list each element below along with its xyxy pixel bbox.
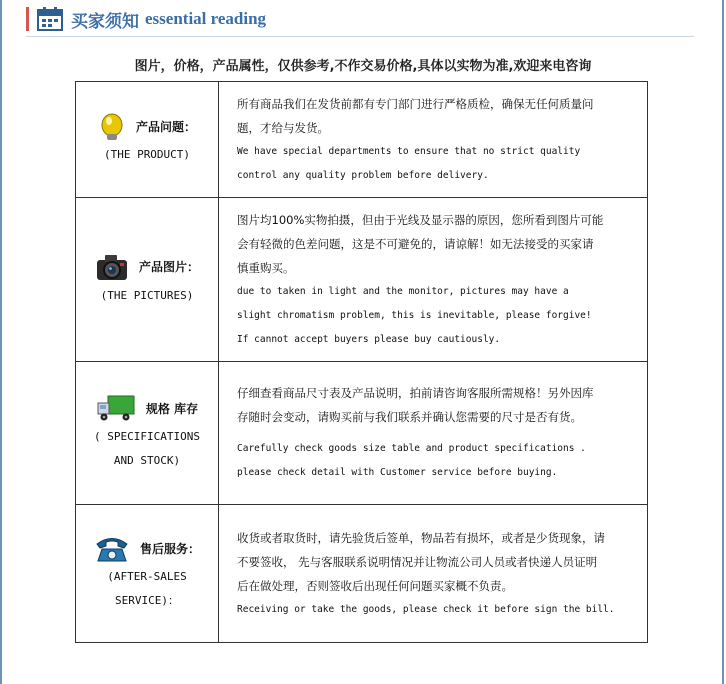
table-row-after-sales [76, 505, 648, 643]
text-cell [219, 82, 648, 198]
table-row-product [76, 82, 648, 198]
cn-line: 仔细查看商品尺寸表及产品说明，拍前请咨询客服所需规格！另外因库 [237, 386, 594, 400]
delivery-truck-icon [96, 393, 136, 423]
en-line: due to taken in light and the monitor, pictures may have a [237, 285, 569, 297]
en-line: slight chromatism problem, this is inevitable, please forgive! [237, 309, 592, 321]
label-cn: 规格 库存 [145, 401, 199, 416]
en-line: Receiving or take the goods, please check it before sign the bill. [237, 603, 615, 615]
info-table [75, 81, 648, 643]
label-en: (THE PICTURES) [100, 288, 194, 302]
accent-bar [26, 7, 29, 31]
label-en-line: ( SPECIFICATIONS [94, 430, 200, 443]
telephone-icon [94, 535, 130, 563]
header-title-cn: 买家须知 [71, 11, 139, 32]
calendar-icon [37, 7, 63, 31]
lightbulb-icon [98, 113, 126, 141]
en-line: please check detail with Customer service before buying. [237, 467, 558, 478]
cn-line: 慎重购买。 [237, 260, 295, 275]
cn-line: 收货或者取货时，请先验货后签单，物品若有损坏，或者是少货现象，请 [237, 530, 605, 545]
label-cn: 产品图片： [138, 260, 199, 274]
label-cn: 产品问题： [135, 120, 196, 134]
cn-line: 后在做处理，否则签收后出现任何问题买家概不负责。 [237, 578, 513, 593]
en-line: control any quality problem before delivery. [237, 169, 489, 181]
cn-line: 存随时会变动，请购买前与我们联系并确认您需要的尺寸是否有货。 [237, 410, 582, 424]
cn-line: 图片均100%实物拍摄，但由于光线及显示器的原因，您所看到图片可能 [237, 212, 604, 227]
label-cell [76, 505, 219, 643]
section-header [26, 4, 266, 34]
label-en: (THE PRODUCT) [103, 147, 191, 161]
label-en-line: SERVICE)： [115, 593, 179, 607]
en-line: Carefully check goods size table and product specifications . [237, 443, 586, 454]
label-en-line: AND STOCK) [113, 454, 181, 467]
cn-line: 会有轻微的色差问题，这是不可避免的，请谅解！如无法接受的买家请 [237, 236, 594, 251]
label-cell [76, 198, 219, 362]
header-divider [26, 36, 694, 37]
header-title-en: essential reading [145, 9, 267, 28]
label-cn: 售后服务： [139, 542, 200, 556]
text-cell [219, 198, 648, 362]
table-row-specifications [76, 362, 648, 505]
cn-line: 不要签收， 先与客服联系说明情况并让物流公司人员或者快递人员证明 [237, 554, 598, 569]
cn-line: 题，才给与发货。 [237, 120, 329, 135]
text-cell [219, 362, 648, 505]
label-cell [76, 82, 219, 198]
text-cell [219, 505, 648, 643]
cn-line: 所有商品我们在发货前都有专门部门进行严格质检，确保无任何质量问 [237, 96, 594, 111]
en-line: We have special departments to ensure that no strict quality [237, 145, 581, 157]
en-line: If cannot accept buyers please buy cautiously. [237, 333, 501, 345]
label-en-line: (AFTER-SALES [107, 569, 187, 583]
table-row-pictures [76, 198, 648, 362]
notice-text: 图片，价格，产品属性，仅供参考,不作交易价格,具体以实物为准,欢迎来电咨询 [134, 59, 592, 74]
label-cell [76, 362, 219, 505]
camera-icon [95, 252, 129, 282]
